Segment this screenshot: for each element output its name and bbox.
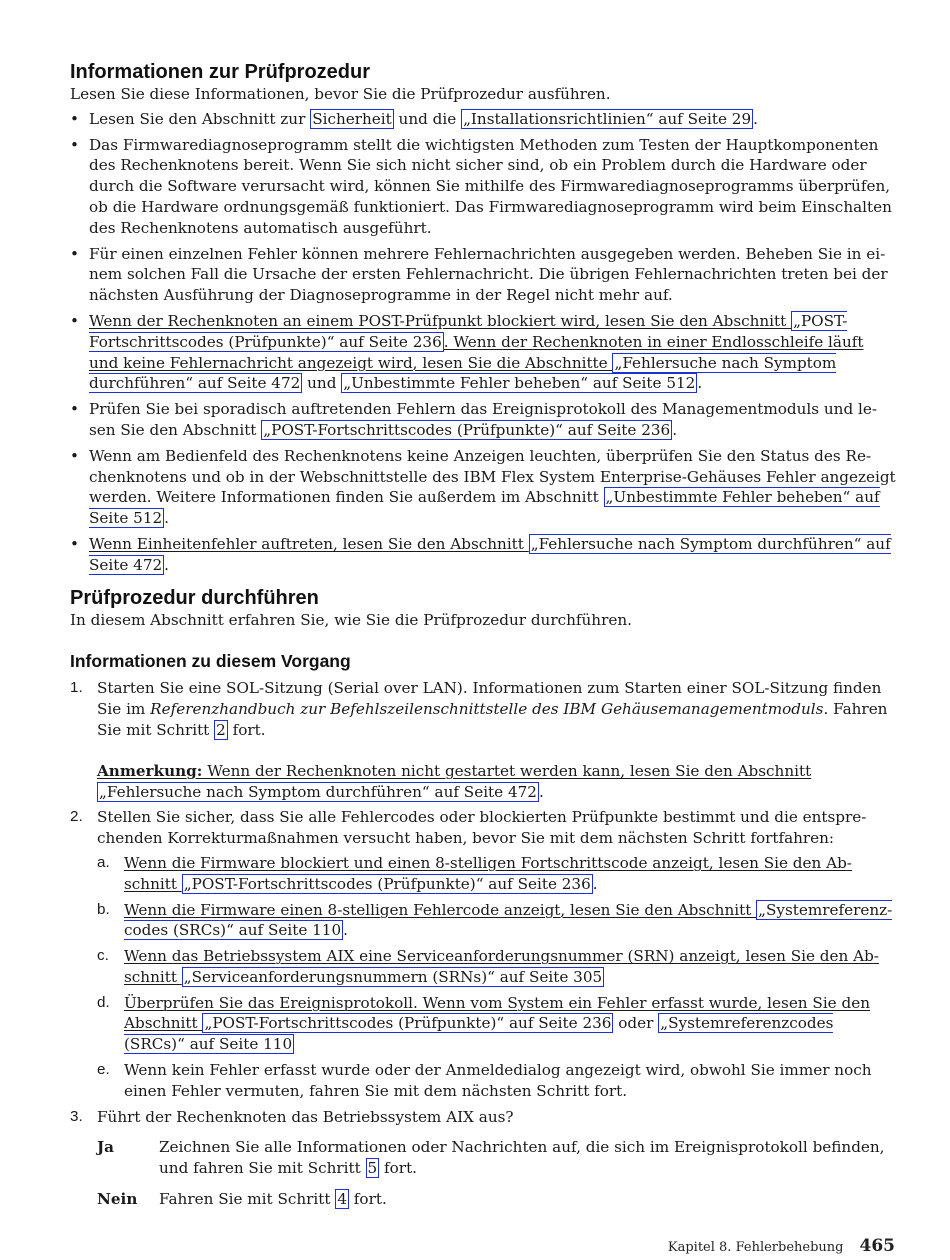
- text-run: Starten Sie eine SOL-Sitzung (Serial over LAN). Informationen zum Starten einer SOL-Sitzung finden Sie im: [97, 679, 882, 719]
- text-run: .: [697, 374, 703, 393]
- step-3: [70, 1107, 896, 1210]
- text-run: Wenn der Rechenknoten an einem POST-Prüfpunkt blockiert wird, lesen Sie den Abschnitt: [89, 311, 792, 330]
- text-run: und die: [393, 109, 462, 128]
- note: [97, 761, 896, 803]
- choice-ja: [97, 1137, 896, 1179]
- link-unbestimmte-fehler[interactable]: „Unbestimmte Fehler beheben“ auf Seite 512: [343, 374, 696, 393]
- step-number: 2.: [70, 808, 83, 826]
- section-intro: In diesem Abschnitt erfahren Sie, wie Sie die Prüfprozedur durchführen.: [70, 610, 632, 629]
- section-title-pruefprozedur-durchfuehren: Prüfprozedur durchführen: [70, 586, 319, 609]
- step-2: [70, 807, 896, 1101]
- text-run: Überprüfen Sie das Ereignisprotokoll. Wenn vom System ein Fehler erfasst wurde, lesen Sie den Abschnitt: [124, 993, 870, 1033]
- substep-a: [97, 853, 896, 895]
- link-fehlersuche-nach-symptom[interactable]: „Fehlersuche nach Symptom durchführen“ auf Seite 472: [99, 782, 537, 801]
- link-post-fortschrittscodes[interactable]: „POST-Fortschrittscodes (Prüfpunkte)“ auf Seite 236: [89, 311, 848, 351]
- substep-letter: d.: [97, 993, 110, 1011]
- text-run: Führt der Rechenknoten das Betriebssystem AIX aus?: [97, 1107, 514, 1126]
- link-systemreferenzcodes[interactable]: „Systemreferenzcodes (SRCs)“ auf Seite 110: [124, 900, 893, 940]
- section-title-vorgang-info: Informationen zu diesem Vorgang: [70, 651, 351, 672]
- link-step-5[interactable]: 5: [367, 1159, 378, 1178]
- choice-label: Nein: [97, 1190, 138, 1209]
- document-page: [70, 60, 896, 1215]
- substep-b: [97, 900, 896, 942]
- text-run: Wenn Einheitenfehler auftreten, lesen Sie den Abschnitt: [89, 534, 529, 553]
- text-run: Wenn am Bedienfeld des Rechenknotens keine Anzeigen leuchten, überprüfen Sie den Status des Rechenknotens und ob in der Webschnittstelle des IBM Flex System Enterprise-Gehäuses Fehler angezeigt werden. Weitere Informationen finden Sie außerdem im Abschnitt: [89, 446, 896, 507]
- substep-letter: b.: [97, 900, 110, 918]
- text-run: oder: [613, 1014, 659, 1033]
- bullet-item: • Für einen einzelnen Fehler können mehrere Fehlernachrichten ausgegeben werden. Beheben Sie in einem solchen Fall die Ursache der ersten Fehlernachricht. Die übrigen Fehlernachrichten treten bei der nächsten Ausführung der Diagnoseprogramme in der Regel nicht mehr auf.: [70, 244, 896, 306]
- text-run: Wenn der Rechenknoten nicht gestartet werden kann, lesen Sie den Abschnitt: [202, 761, 812, 780]
- text-run: fort.: [348, 1190, 387, 1209]
- link-post-fortschrittscodes[interactable]: „POST-Fortschrittscodes (Prüfpunkte)“ auf Seite 236: [263, 420, 671, 439]
- text-run: .: [164, 509, 169, 528]
- text-run: fort.: [227, 720, 266, 739]
- text-run: Prüfen Sie bei sporadisch auftretenden Fehlern das Ereignisprotokoll des Managementmoduls und lesen Sie den Abschnitt: [89, 400, 877, 439]
- bullet-item: [70, 399, 896, 441]
- text-run: fort.: [379, 1159, 418, 1178]
- page-number: 465: [859, 1236, 895, 1256]
- link-sicherheit[interactable]: Sicherheit: [312, 109, 392, 128]
- procedure-steps: [70, 678, 896, 1210]
- substep-e: [97, 1060, 896, 1102]
- text-run: . Fahren Sie mit Schritt: [97, 700, 888, 739]
- bullet-item: [70, 311, 896, 394]
- section-intro: Lesen Sie diese Informationen, bevor Sie die Prüfprozedur ausführen.: [70, 85, 611, 103]
- choice-label: Ja: [97, 1138, 115, 1157]
- link-step-4[interactable]: 4: [337, 1190, 347, 1209]
- link-post-fortschrittscodes[interactable]: „POST-Fortschrittscodes (Prüfpunkte)“ auf Seite 236: [183, 874, 591, 893]
- text-run: Lesen Sie den Abschnitt zur: [89, 109, 311, 128]
- note-label: Anmerkung:: [97, 761, 203, 780]
- text-run: Wenn kein Fehler erfasst wurde oder der Anmeldedialog angezeigt wird, obwohl Sie immer noch einen Fehler vermuten, fahren Sie mit dem nächsten Schritt fort.: [124, 1061, 872, 1100]
- text-run: .: [343, 921, 348, 940]
- link-unbestimmte-fehler[interactable]: „Unbestimmte Fehler beheben“ auf Seite 512: [89, 488, 880, 528]
- text-run: Fahren Sie mit Schritt: [159, 1190, 336, 1209]
- bullet-item: [70, 109, 896, 130]
- substep-letter: c.: [97, 947, 109, 965]
- link-serviceanforderungsnummern[interactable]: „Serviceanforderungsnummern (SRNs)“ auf Seite 305: [183, 967, 603, 986]
- text-run: .: [753, 109, 758, 128]
- chapter-label: Kapitel 8. Fehlerbehebung: [667, 1240, 844, 1255]
- text-run: Wenn die Firmware einen 8-stelligen Fehlercode anzeigt, lesen Sie den Abschnitt: [124, 900, 757, 919]
- choice-text: [159, 1189, 387, 1210]
- step-number: 3.: [70, 1107, 83, 1125]
- step-1: [70, 678, 896, 802]
- substep-letter: e.: [97, 1061, 110, 1079]
- text-run: .: [538, 782, 544, 801]
- link-post-fortschrittscodes[interactable]: „POST-Fortschrittscodes (Prüfpunkte)“ auf Seite 236: [204, 1014, 612, 1033]
- text-run: Wenn die Firmware blockiert und einen 8-stelligen Fortschrittscode anzeigt, lesen Sie den Abschnitt: [124, 853, 852, 893]
- text-run: .: [164, 555, 169, 574]
- step-number: 1.: [70, 679, 83, 697]
- reference-title: Referenzhandbuch zur Befehlszeilenschnittstelle des IBM Gehäusemanagementmoduls: [150, 700, 824, 719]
- bullet-item: [70, 446, 896, 529]
- text-run: . Wenn der Rechenknoten in einer Endlosschleife läuft und keine Fehlernachricht angezeigt wird, lesen Sie die Abschnitte: [89, 332, 864, 372]
- choice-nein: [97, 1189, 896, 1210]
- text-run: Wenn das Betriebssystem AIX eine Serviceanforderungsnummer (SRN) anzeigt, lesen Sie den Abschnitt: [124, 947, 879, 986]
- link-step-2[interactable]: 2: [216, 720, 226, 739]
- bullet-item: [70, 534, 896, 576]
- text-run: Stellen Sie sicher, dass Sie alle Fehlercodes oder blockierten Prüfpunkte bestimmt und die entsprechenden Korrekturmaßnahmen versucht haben, bevor Sie mit dem nächsten Schritt fortfahren:: [97, 808, 867, 848]
- link-fehlersuche-nach-symptom[interactable]: „Fehlersuche nach Symptom durchführen“ auf Seite 472: [89, 534, 891, 574]
- substep-letter: a.: [97, 853, 110, 871]
- text-run: .: [592, 874, 598, 893]
- substep-c: [97, 946, 896, 988]
- info-bullet-list: [70, 109, 896, 576]
- bullet-item: • Das Firmwarediagnoseprogramm stellt die wichtigsten Methoden zum Testen der Hauptkomponenten des Rechenknotens bereit. Wenn Sie sich nicht sicher sind, ob ein Problem durch die Hardware oder durch die Software verursacht wird, können Sie mithilfe des Firmwarediagnoseprogramms überprüfen, ob die Hardware ordnungsgemäß funktioniert. Das Firmwarediagnoseprogramm wird beim Einschalten des Rechenknotens automatisch ausgeführt.: [70, 135, 896, 239]
- substeps: [97, 853, 896, 1102]
- text-run: .: [672, 420, 678, 439]
- choice-text: [159, 1137, 896, 1179]
- link-fehlersuche-nach-symptom[interactable]: „Fehlersuche nach Symptom durchführen“ auf Seite 472: [89, 353, 837, 393]
- section-title-pruefprozedur-info: Informationen zur Prüfprozedur: [70, 61, 370, 83]
- text-run: Zeichnen Sie alle Informationen oder Nachrichten auf, die sich im Ereignisprotokoll befinden, und fahren Sie mit Schritt: [159, 1138, 885, 1178]
- page-footer: [668, 1236, 895, 1258]
- substep-d: [97, 993, 896, 1055]
- text-run: und: [302, 374, 342, 393]
- link-installationsrichtlinien[interactable]: „Installationsrichtlinien“ auf Seite 29: [463, 109, 752, 128]
- link-systemreferenzcodes[interactable]: „Systemreferenzcodes (SRCs)“ auf Seite 110: [124, 1014, 834, 1054]
